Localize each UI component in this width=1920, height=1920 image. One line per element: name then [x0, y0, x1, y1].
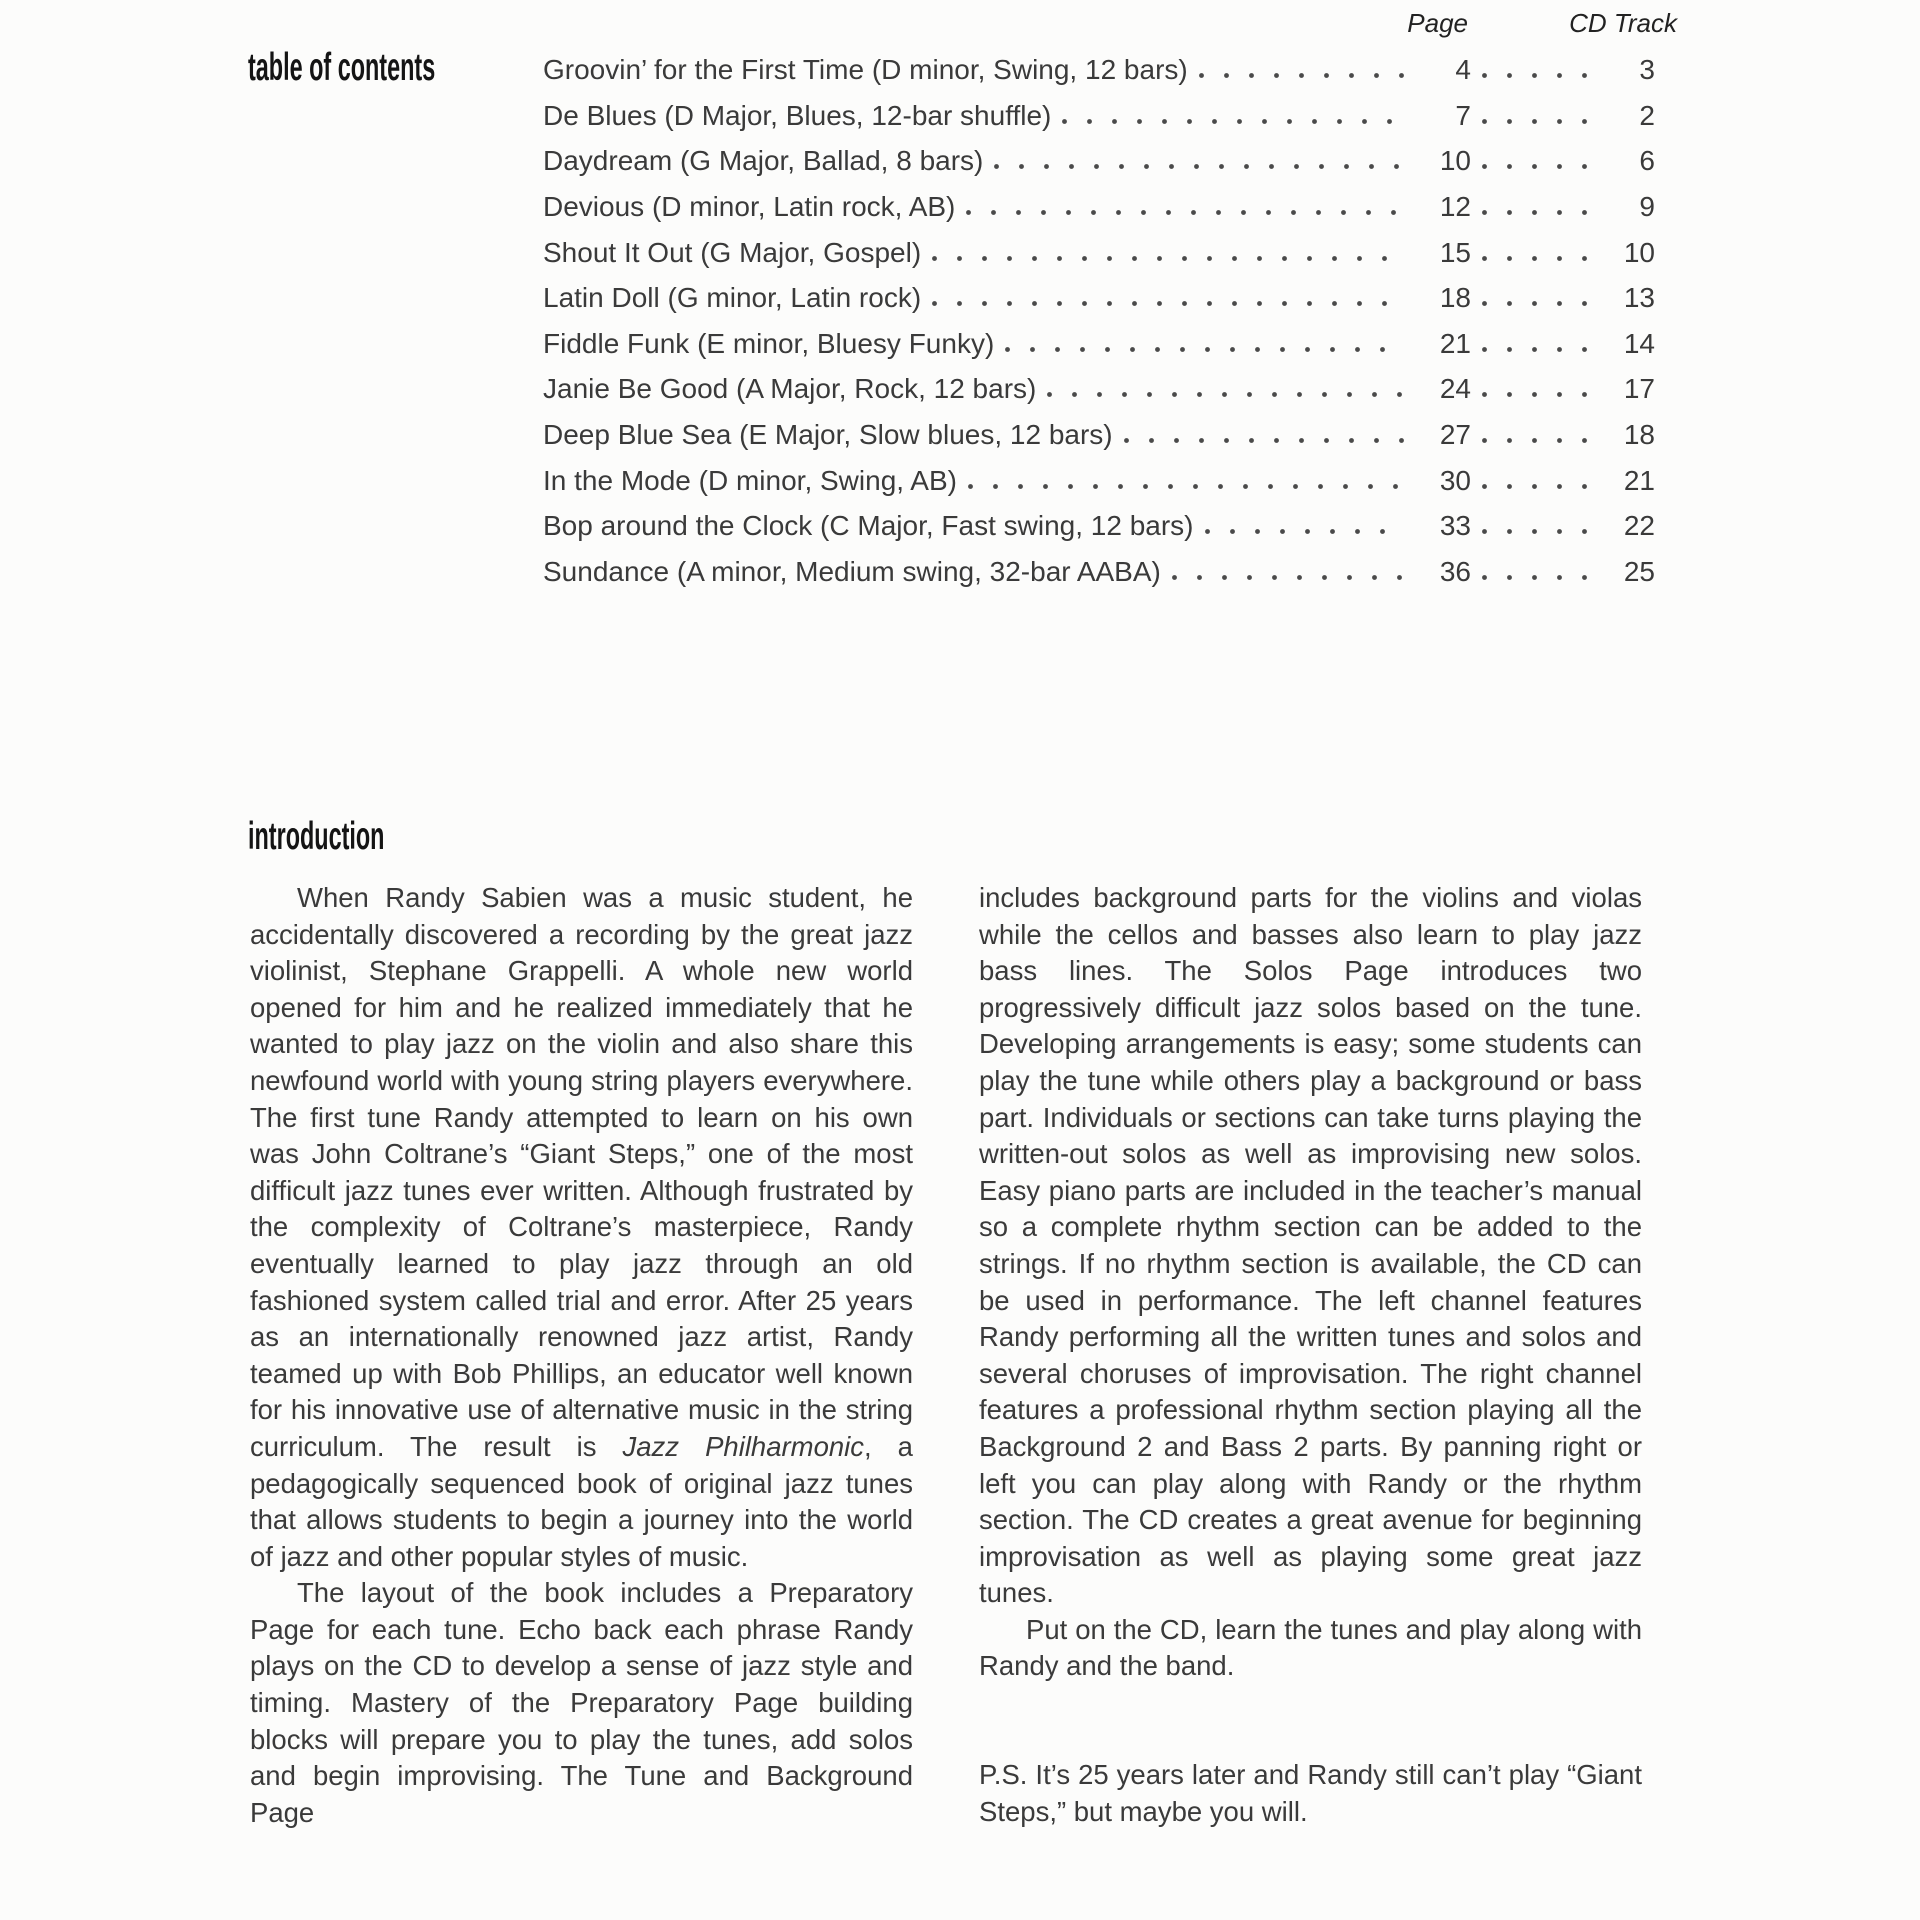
toc-row — [543, 47, 1655, 93]
toc-entry-page: 4 — [1455, 54, 1471, 85]
toc-entry-track: 25 — [1623, 556, 1655, 588]
intro-right-column — [979, 880, 1642, 1831]
toc-entry-track: 6 — [1639, 145, 1655, 177]
dot-leader — [1481, 255, 1593, 262]
toc-list — [543, 47, 1655, 595]
toc-row — [543, 412, 1655, 458]
toc-row — [543, 93, 1655, 139]
toc-entry-title: De Blues (D Major, Blues, 12-bar shuffle) — [543, 99, 1052, 131]
toc-entry-title: Deep Blue Sea (E Major, Slow blues, 12 bars) — [543, 419, 1113, 451]
dot-leader — [1204, 528, 1405, 535]
page-column-header: Page — [1407, 8, 1468, 38]
dot-leader — [1481, 118, 1593, 125]
toc-entry-page: 36 — [1439, 556, 1471, 588]
toc-entry-title: Sundance (A minor, Medium swing, 32-bar AABA) — [543, 556, 1161, 588]
dot-leader — [1481, 300, 1593, 307]
introduction-body — [250, 880, 1642, 1831]
toc-row — [543, 366, 1655, 412]
dot-leader — [1061, 118, 1405, 125]
toc-entry-title: In the Mode (D minor, Swing, AB) — [543, 464, 957, 496]
toc-entry-page: 15 — [1439, 236, 1471, 268]
toc-column-headers — [543, 8, 1677, 42]
dot-leader — [931, 300, 1405, 307]
toc-entry-title: Devious (D minor, Latin rock, AB) — [543, 190, 956, 222]
introduction-heading: introduction — [248, 815, 385, 858]
cd-track-column-header: CD Track — [1569, 8, 1677, 38]
dot-leader — [993, 163, 1405, 170]
toc-entry-page: 21 — [1439, 327, 1471, 359]
dot-leader — [1046, 391, 1405, 398]
toc-row — [543, 458, 1655, 504]
toc-entry-track: 14 — [1623, 327, 1655, 359]
intro-paragraph-3: includes background parts for the violins and violas while the cellos and basses also learn to play jazz bass lines. The Solos Page introduces two progressively difficult jazz solos based on the tune. Developing arrangements is easy; some students can play the tune while others play a background or bass part. Individuals or sections can take turns playing the written-out solos as well as improvising new solos. Easy piano parts are included in the teacher’s manual so a complete rhythm section can be added to the strings. If no rhythm section is available, the CD can be used in performance. The left channel features Randy performing all the written tunes and solos and several choruses of improvisation. The right channel features a professional rhythm section playing all the Background 2 and Bass 2 parts. By panning right or left you can play along with Randy or the rhythm section. The CD creates a great avenue for beginning improvisation as well as playing some great jazz tunes. — [979, 882, 1642, 1609]
intro-postscript: P.S. It’s 25 years later and Randy still can’t play “Giant Steps,” but maybe you will. — [979, 1759, 1642, 1827]
dot-leader — [1481, 483, 1593, 490]
dot-leader — [967, 483, 1405, 490]
dot-leader — [1481, 391, 1593, 398]
dot-leader — [1481, 209, 1593, 216]
intro-paragraph-1-text: , a pedagogically sequenced book of original jazz tunes that allows students to begin a journey into the world of jazz and other popular styles of music. — [250, 1430, 913, 1572]
toc-entry-title: Daydream (G Major, Ballad, 8 bars) — [543, 145, 984, 177]
dot-leader — [1123, 437, 1405, 444]
toc-entry-title: Bop around the Clock (C Major, Fast swing, 12 bars) — [543, 510, 1194, 542]
toc-entry-track: 22 — [1623, 510, 1655, 542]
toc-entry-track: 2 — [1639, 99, 1655, 131]
dot-leader — [1198, 72, 1405, 79]
toc-heading: table of contents — [248, 46, 436, 89]
toc-entry-title: Fiddle Funk (E minor, Bluesy Funky) — [543, 327, 995, 359]
dot-leader — [1481, 437, 1593, 444]
toc-row — [543, 138, 1655, 184]
dot-leader — [1481, 163, 1593, 170]
book-title-italic: Jazz Philharmonic — [622, 1430, 865, 1462]
toc-entry-page: 12 — [1439, 190, 1471, 222]
dot-leader — [1481, 528, 1593, 535]
dot-leader — [1481, 72, 1593, 79]
dot-leader — [1481, 574, 1593, 581]
dot-leader — [931, 255, 1405, 262]
toc-entry-track: 17 — [1623, 373, 1655, 405]
toc-entry-track: 3 — [1639, 54, 1655, 85]
toc-entry-track: 21 — [1623, 464, 1655, 496]
intro-paragraph-2: The layout of the book includes a Preparatory Page for each tune. Echo back each phrase Randy plays on the CD to develop a sense of jazz style and timing. Mastery of the Preparatory Page building blocks will prepare you to play the tunes, add solos and begin improvising. The Tune and Background Page — [250, 1577, 913, 1828]
toc-entry-page: 10 — [1439, 145, 1471, 177]
toc-row — [543, 275, 1655, 321]
intro-paragraph-1 — [250, 880, 913, 1575]
intro-paragraph-1-text: When Randy Sabien was a music student, he accidentally discovered a recording by the great jazz violinist, Stephane Grappelli. A whole new world opened for him and he realized immediately that he wanted to play jazz on the violin and also share this newfound world with young string players everywhere. The first tune Randy attempted to learn on his own was John Coltrane’s “Giant Steps,” one of the most difficult jazz tunes ever written. Although frustrated by the complexity of Coltrane’s masterpiece, Randy eventually learned to play jazz through an old fashioned system called trial and error. After 25 years as an internationally renowned jazz artist, Randy teamed up with Bob Phillips, an educator well known for his innovative use of alternative music in the string curriculum. The result is — [250, 882, 913, 1462]
toc-entry-page: 18 — [1439, 282, 1471, 314]
toc-entry-page: 33 — [1439, 510, 1471, 542]
toc-entry-title: Groovin’ for the First Time (D minor, Swing, 12 bars) — [543, 54, 1188, 85]
intro-paragraph-4: Put on the CD, learn the tunes and play along with Randy and the band. — [979, 1613, 1642, 1682]
toc-entry-title: Janie Be Good (A Major, Rock, 12 bars) — [543, 373, 1037, 405]
toc-row — [543, 321, 1655, 367]
toc-entry-track: 10 — [1623, 236, 1655, 268]
dot-leader — [1171, 574, 1405, 581]
toc-entry-page: 24 — [1439, 373, 1471, 405]
intro-left-column — [250, 880, 913, 1831]
toc-entry-title: Shout It Out (G Major, Gospel) — [543, 236, 922, 268]
toc-entry-track: 18 — [1623, 419, 1655, 451]
dot-leader — [1481, 346, 1593, 353]
toc-entry-title: Latin Doll (G minor, Latin rock) — [543, 282, 922, 314]
dot-leader — [1004, 346, 1405, 353]
toc-row — [543, 184, 1655, 230]
toc-entry-track: 9 — [1639, 190, 1655, 222]
toc-entry-page: 30 — [1439, 464, 1471, 496]
toc-entry-page: 27 — [1439, 419, 1471, 451]
toc-row — [543, 549, 1655, 595]
toc-entry-track: 13 — [1623, 282, 1655, 314]
toc-entry-page: 7 — [1455, 99, 1471, 131]
dot-leader — [965, 209, 1405, 216]
toc-row — [543, 230, 1655, 276]
toc-row — [543, 503, 1655, 549]
